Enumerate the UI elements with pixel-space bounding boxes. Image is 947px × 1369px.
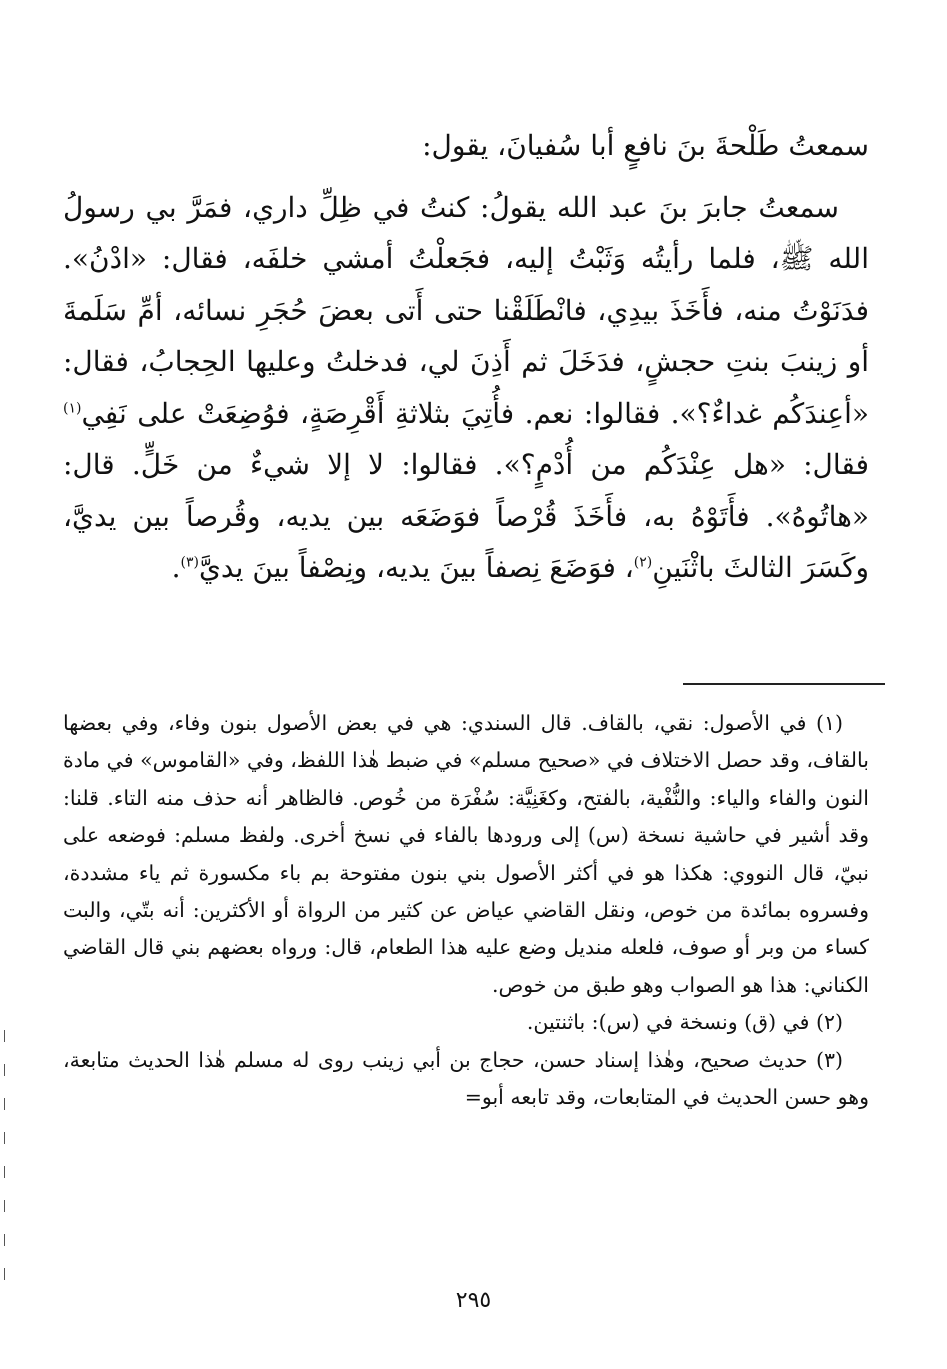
scan-edge-mark — [4, 1132, 5, 1144]
scan-edge-mark — [4, 1064, 5, 1076]
narration-chain-line: سمعتُ طَلْحةَ بنَ نافعٍ أبا سُفيانَ، يقول: — [422, 129, 869, 162]
main-text — [63, 120, 869, 594]
scan-edge-mark — [4, 1030, 5, 1042]
scan-edge-mark — [4, 1200, 5, 1212]
scan-edge-marks — [2, 1030, 5, 1330]
footnote-ref-2: (٢) — [633, 554, 653, 571]
scan-edge-mark — [4, 1166, 5, 1178]
footnote-1: (١) في الأصول: نقي، بالقاف. قال السندي: هي في بعض الأصول بنون وفاء، وفي بعضها بالقاف، وقد حصل الاختلاف في «صحيح مسلم» في ضبط هٰذا اللفظ، وفي «القاموس» في مادة النون والفاء والياء: والنُّفْية، بالفتح، وكغَنِيَّة: سُفْرَة من خُوص. فالظاهر أنه حذف منه التاء. قلنا: وقد أشير في حاشية نسخة (س) إلى ورودها بالفاء في نسخ أخرى. ولفظ مسلم: فوضعه على نبيّ، قال النووي: هكذا هو في أكثر الأصول بني بنون مفتوحة بم باء مكسورة ثم ياء مشددة، وفسروه بمائدة من خوص، ونقل القاضي عياض عن كثير من الرواة أو الأكثرين: أنه بتّي، والبت كساء من وبر أو صوف، فلعله منديل وضع عليه هذا الطعام، قال: ورواه بعضهم بني قال القاضي الكناني: هذا هو الصواب وهو طبق من خوص. — [63, 711, 869, 997]
footnote-3: (٣) حديث صحيح، وهٰذا إسناد حسن، حجاج بن أبي زينب روى له مسلم هٰذا الحديث متابعة، وهو حسن الحديث في المتابعات، وقد تابعه أبو= — [63, 1047, 869, 1110]
footnote-divider — [683, 683, 885, 685]
footnote-ref-3: (٣) — [180, 554, 200, 571]
hadith-text-part3: ، فوَضَعَ نِصفاً بينَ يديه، ونِصْفاً بينَ يديَّ — [199, 551, 634, 584]
hadith-text-part2: فقال: «هل عِنْدَكُم من أُدْمٍ؟». فقالوا: لا إلا شيءٌ من خَلٍّ. قال: «هاتُوهُ». فأَتَوْهُ به، فأَخَذَ قُرْصاً فوَضَعَه بين يديه، وقُرصاً بين يديَّ، وكَسَرَ الثالثَ باثْنَينِ — [63, 448, 869, 584]
page-number: ٢٩٥ — [455, 1288, 492, 1313]
hadith-text-part1: سمعتُ جابرَ بنَ عبد الله يقولُ: كنتُ في ظِلِّ داري، فمَرَّ بي رسولُ الله ﷺ، فلما رأيتُه وَثَبْتُ إليه، فجَعلْتُ أمشي خلفَه، فقال: «ادْنُ». فدَنَوْتُ منه، فأَخَذَ بيدِي، فانْطَلَقْنا حتى أَتى بعضَ حُجَرِ نسائه، أمِّ سَلَمةَ أو زينبَ بنتِ حجشٍ، فدَخَلَ ثم أَذِنَ لي، فدخلتُ وعليها الحِجابُ، فقال: «أعِندَكُم غداءٌ؟». فقالوا: نعم. فأُتِيَ بثلاثةِ أَقْرِصَةٍ، فوُضِعَتْ على نَفِي — [63, 190, 869, 430]
scan-edge-mark — [4, 1098, 5, 1110]
scan-edge-mark — [4, 1234, 5, 1246]
scan-edge-mark — [4, 1268, 5, 1280]
hadith-paragraph — [63, 182, 869, 594]
footnote-ref-1: (١) — [63, 400, 82, 417]
footnote-2: (٢) في (ق) ونسخة في (س): باثنتين. — [526, 1010, 843, 1035]
hadith-text-end: . — [171, 551, 181, 584]
footnotes-section — [63, 705, 869, 1116]
